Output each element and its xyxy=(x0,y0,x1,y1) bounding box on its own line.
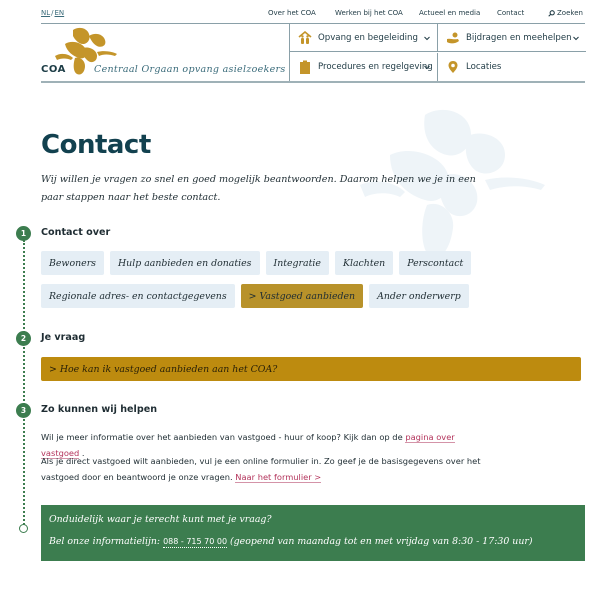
language-switcher xyxy=(41,9,64,17)
topic-chip-bewoners[interactable]: Bewoners xyxy=(41,251,104,275)
lang-nl-link[interactable]: NL xyxy=(41,9,51,17)
nav-item-bijdragen[interactable] xyxy=(438,24,586,51)
step-3-badge: 3 xyxy=(16,403,31,418)
topic-chips-row-2 xyxy=(41,284,469,308)
main-navigation xyxy=(289,24,585,81)
help-text: Wil je meer informatie over het aanbieden van vastgoed - huur of koop? Kijk dan op de xyxy=(41,432,406,442)
util-link-over-coa[interactable]: Over het COA xyxy=(268,9,316,17)
nav-item-opvang[interactable] xyxy=(290,24,438,51)
info-prefix: Bel onze informatielijn: xyxy=(49,536,164,547)
chevron-down-icon xyxy=(423,34,431,42)
utility-bar xyxy=(0,0,600,24)
house-people-icon xyxy=(298,31,312,45)
coa-logo[interactable] xyxy=(41,26,286,81)
step-2-badge: 2 xyxy=(16,331,31,346)
header-divider-bottom xyxy=(41,81,585,83)
topic-chip-regionale[interactable]: Regionale adres- en contactgegevens xyxy=(41,284,235,308)
nav-item-procedures[interactable] xyxy=(290,53,438,81)
topic-chip-perscontact[interactable]: Perscontact xyxy=(399,251,471,275)
helping-hand-icon xyxy=(446,31,460,45)
nav-label: Procedures en regelgeving xyxy=(318,62,433,72)
logo-abbreviation: COA xyxy=(41,64,66,75)
topic-chips-row-1 xyxy=(41,251,471,275)
help-text-end: . xyxy=(79,448,85,458)
page-title: Contact xyxy=(41,130,151,160)
topic-chip-klachten[interactable]: Klachten xyxy=(335,251,393,275)
nav-item-locaties[interactable] xyxy=(438,53,586,81)
page-intro: Wij willen je vragen zo snel en goed mogelijk beantwoorden. Daarom helpen we je in een paar stappen naar het beste contact. xyxy=(41,174,476,203)
info-line-box xyxy=(41,505,585,561)
info-question: Onduidelijk waar je terecht kunt met je vraag? xyxy=(49,514,272,525)
location-pin-icon xyxy=(446,60,460,74)
search-label: Zoeken xyxy=(557,9,583,17)
form-link[interactable]: Naar het formulier > xyxy=(235,472,322,482)
help-text: Als je direct vastgoed wilt aanbieden, vul je een online formulier in. Zo geef je de basisgegevens over het vastgoed door en beantwoord je onze vragen. xyxy=(41,456,481,482)
step-1-title: Contact over xyxy=(41,227,111,238)
search-link[interactable] xyxy=(548,9,583,17)
search-icon xyxy=(548,10,555,17)
help-paragraph-2 xyxy=(41,453,481,485)
lang-en-link[interactable]: EN xyxy=(54,9,65,17)
nav-label: Locaties xyxy=(466,62,502,72)
topic-chip-ander[interactable]: Ander onderwerp xyxy=(369,284,469,308)
info-hours: (geopend van maandag tot en met vrijdag van 8:30 - 17:30 uur) xyxy=(227,536,533,547)
topic-chip-vastgoed-selected[interactable]: > Vastgoed aanbieden xyxy=(241,284,363,308)
nav-label: Opvang en begeleiding xyxy=(318,32,418,43)
logo-full-name: Centraal Orgaan opvang asielzoekers xyxy=(94,64,286,75)
selected-question[interactable]: > Hoe kan ik vastgoed aanbieden aan het COA? xyxy=(41,357,581,381)
phone-number-link[interactable]: 088 - 715 70 00 xyxy=(163,537,228,546)
lang-separator: / xyxy=(51,9,54,17)
util-link-contact[interactable]: Contact xyxy=(497,9,525,17)
topic-chip-hulp-aanbieden[interactable]: Hulp aanbieden en donaties xyxy=(110,251,260,275)
step-1-badge: 1 xyxy=(16,226,31,241)
chevron-down-icon xyxy=(572,34,580,42)
nav-label: Bijdragen en meehelpen xyxy=(466,32,572,43)
vastgoed-page-link[interactable]: pagina over vastgoed xyxy=(41,432,455,458)
timeline-end-marker xyxy=(19,524,28,533)
util-link-actueel[interactable]: Actueel en media xyxy=(419,9,481,17)
clipboard-icon xyxy=(298,60,312,74)
chevron-down-icon xyxy=(423,63,431,71)
step-2-title: Je vraag xyxy=(41,332,86,343)
step-timeline xyxy=(23,240,25,525)
util-link-werken[interactable]: Werken bij het COA xyxy=(335,9,403,17)
info-phone-line xyxy=(49,536,533,547)
step-3-title: Zo kunnen wij helpen xyxy=(41,404,158,415)
topic-chip-integratie[interactable]: Integratie xyxy=(266,251,329,275)
